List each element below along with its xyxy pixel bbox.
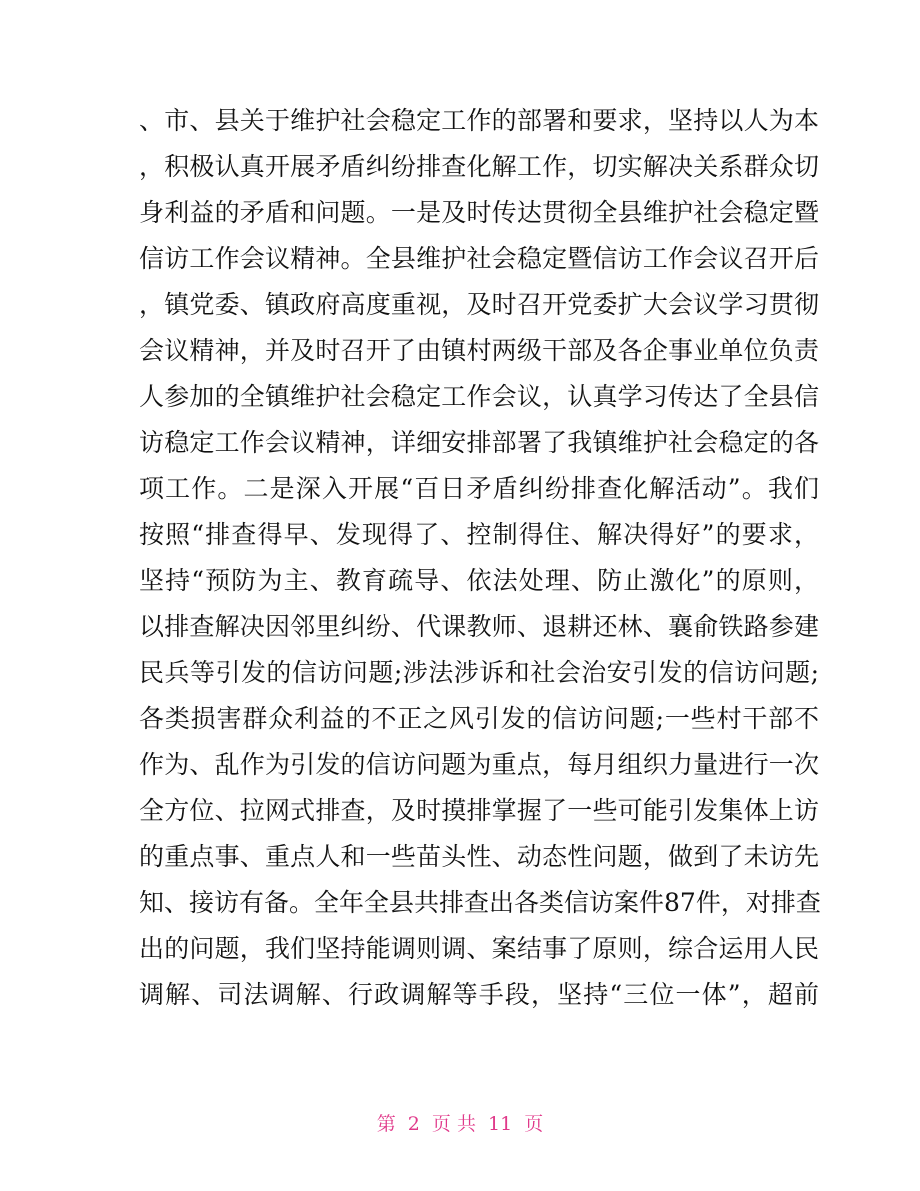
- text-line: 以排查解决因邻里纠纷、代课教师、退耕还林、襄俞铁路参建: [139, 612, 819, 641]
- text-line: 访稳定工作会议精神，详细安排部署了我镇维护社会稳定的各: [139, 428, 819, 457]
- text-line: 人参加的全镇维护社会稳定工作会议，认真学习传达了全县信: [139, 382, 819, 411]
- body-paragraph: [139, 98, 819, 1018]
- footer-prefix: 第: [376, 1113, 396, 1135]
- text-line: 调解、司法调解、行政调解等手段，坚持“三位一体”，超前: [139, 980, 819, 1009]
- text-line: 项工作。二是深入开展“百日矛盾纠纷排查化解活动”。我们: [139, 474, 819, 503]
- footer-suffix: 页: [524, 1113, 544, 1135]
- text-line: 、市、县关于维护社会稳定工作的部署和要求，坚持以人为本: [139, 106, 819, 135]
- text-line: ，积极认真开展矛盾纠纷排查化解工作，切实解决关系群众切: [139, 152, 819, 181]
- text-line: 的重点事、重点人和一些苗头性、动态性问题，做到了未访先: [139, 842, 819, 871]
- text-line: 全方位、拉网式排查，及时摸排掌握了一些可能引发集体上访: [139, 796, 819, 825]
- footer-page-number: 2: [407, 1113, 420, 1135]
- text-line: 身利益的矛盾和问题。一是及时传达贯彻全县维护社会稳定暨: [139, 198, 819, 227]
- text-line: 按照“排查得早、发现得了、控制得住、解决得好”的要求，: [139, 520, 819, 549]
- text-line: 各类损害群众利益的不正之风引发的信访问题;一些村干部不: [139, 704, 819, 733]
- page-footer: [0, 1110, 920, 1138]
- text-line: 信访工作会议精神。全县维护社会稳定暨信访工作会议召开后: [139, 244, 819, 273]
- text-line: 知、接访有备。全年全县共排查出各类信访案件87件，对排查: [139, 888, 821, 917]
- text-line: 作为、乱作为引发的信访问题为重点，每月组织力量进行一次: [139, 750, 819, 779]
- text-line: 会议精神，并及时召开了由镇村两级干部及各企事业单位负责: [139, 336, 819, 365]
- text-line: 出的问题，我们坚持能调则调、案结事了原则，综合运用人民: [139, 934, 819, 963]
- footer-total-pages: 11: [488, 1113, 513, 1135]
- footer-middle: 页 共: [431, 1113, 476, 1135]
- text-line: 坚持“预防为主、教育疏导、依法处理、防止激化”的原则，: [139, 566, 819, 595]
- text-line: 民兵等引发的信访问题;涉法涉诉和社会治安引发的信访问题;: [139, 658, 819, 687]
- text-line: ，镇党委、镇政府高度重视，及时召开党委扩大会议学习贯彻: [139, 290, 819, 319]
